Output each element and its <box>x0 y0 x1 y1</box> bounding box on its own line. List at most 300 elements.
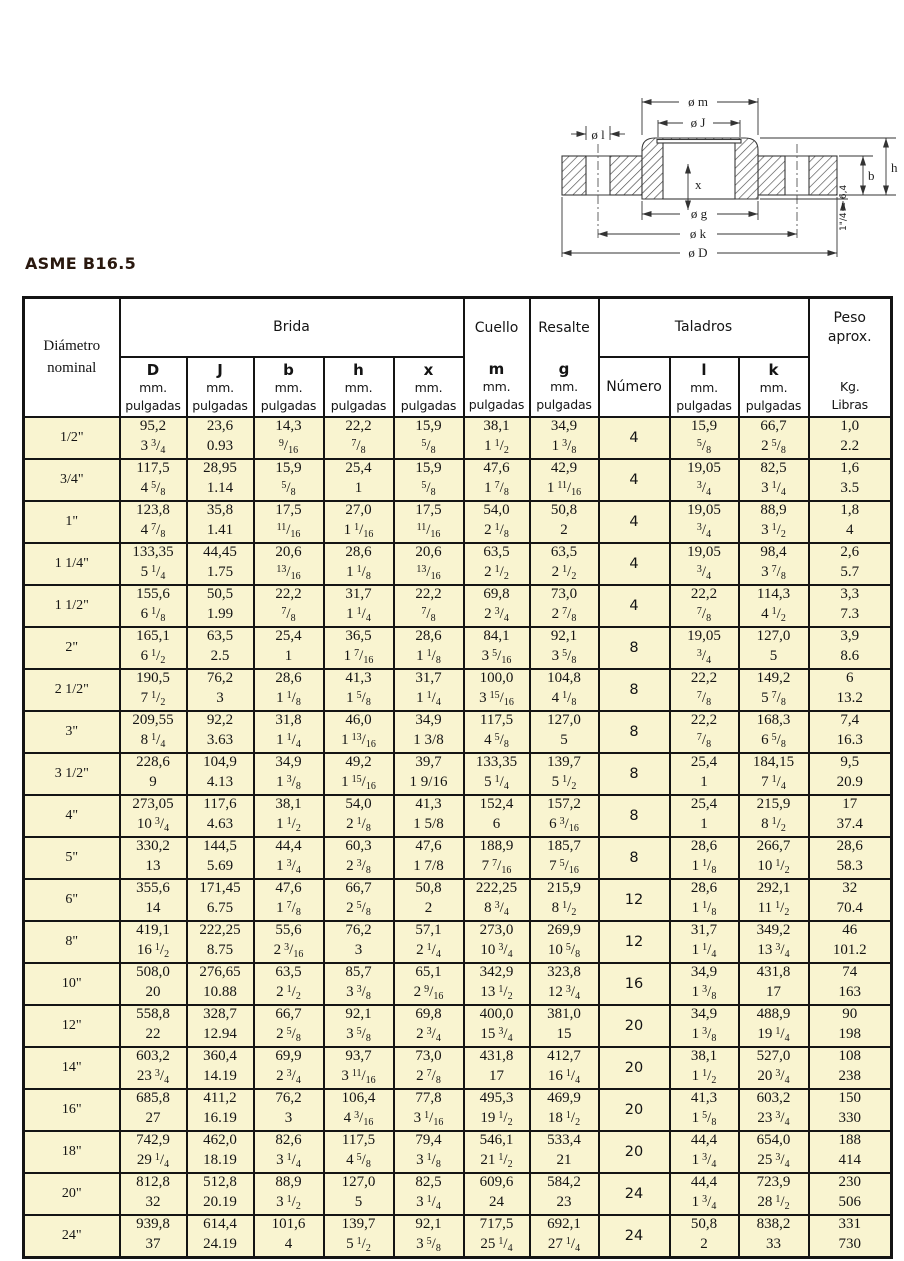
value-inches: 16 $^1/_2$ <box>136 941 170 960</box>
value-mm: 228,6 <box>136 753 170 770</box>
value-mm: 41,3 <box>690 1089 718 1106</box>
cell-D <box>120 711 187 753</box>
value-mm: 360,4 <box>203 1047 237 1064</box>
row-label: 16" <box>24 1089 120 1131</box>
cell-g <box>530 1005 599 1047</box>
header-group-taladros: Taladros <box>599 298 809 357</box>
header-group-resalte: Resalte g mm. pulgadas <box>530 298 599 417</box>
cell-numero: 4 <box>599 417 670 459</box>
value-mm: 150 <box>838 1089 861 1106</box>
cell-D <box>120 417 187 459</box>
value-inches: 4 <box>284 1235 293 1252</box>
cell-m <box>464 1047 530 1089</box>
value-inches: $^{13}/_{16}$ <box>416 563 441 582</box>
cell-b <box>254 711 324 753</box>
value-mm: 222,25 <box>199 921 241 938</box>
cell-D <box>120 501 187 543</box>
value-inches: $^7/_8$ <box>351 437 366 456</box>
value-inches: 33 <box>766 1235 781 1252</box>
cell-x <box>394 921 464 963</box>
value-mm: 106,4 <box>341 1089 376 1106</box>
value-mm: 108 <box>838 1047 861 1064</box>
value-mm: 22,2 <box>275 585 302 602</box>
cell-k <box>739 543 809 585</box>
cell-J <box>187 585 254 627</box>
value-inches: 20.19 <box>203 1193 237 1210</box>
table-row <box>24 585 892 627</box>
value-mm: 92,1 <box>550 627 578 644</box>
value-inches: 3 <box>354 941 363 958</box>
row-label: 3/4" <box>24 459 120 501</box>
value-mm: 22,2 <box>690 585 718 602</box>
header-col-J: J mm. pulgadas <box>187 357 254 417</box>
value-inches: 6.75 <box>206 899 234 916</box>
cell-k <box>739 585 809 627</box>
value-mm: 35,8 <box>206 501 234 518</box>
cell-h <box>324 459 394 501</box>
value-inches: 2 $^3/_8$ <box>346 857 371 876</box>
table-header <box>24 298 892 417</box>
value-mm: 603,2 <box>136 1047 170 1064</box>
value-mm: 88,9 <box>275 1173 302 1190</box>
cell-J <box>187 963 254 1005</box>
value-mm: 104,9 <box>203 753 237 770</box>
value-mm: 939,8 <box>136 1215 170 1232</box>
value-inches: 32 <box>145 1193 161 1210</box>
value-inches: 1 $^3/_8$ <box>691 983 717 1002</box>
cell-g <box>530 1047 599 1089</box>
cell-m <box>464 921 530 963</box>
value-inches: 3 $^1/_4$ <box>761 479 786 498</box>
value-mm: 222,25 <box>475 879 518 896</box>
dim-label-od: ø D <box>688 245 708 260</box>
value-inches: $^{13}/_{16}$ <box>276 563 301 582</box>
cell-J <box>187 417 254 459</box>
value-mm: 15,9 <box>690 417 718 434</box>
value-inches: 23 $^3/_4$ <box>136 1067 170 1086</box>
table-row <box>24 1005 892 1047</box>
value-inches: $^3/_4$ <box>696 563 712 582</box>
value-inches: 4 $^5/_8$ <box>346 1151 371 1170</box>
value-mm: 38,1 <box>690 1047 718 1064</box>
cell-l <box>670 1005 739 1047</box>
value-inches: 5.7 <box>840 563 860 580</box>
value-mm: 462,0 <box>203 1131 237 1148</box>
cell-g <box>530 879 599 921</box>
table-row <box>24 543 892 585</box>
value-mm: 17,5 <box>275 501 302 518</box>
cell-D <box>120 669 187 711</box>
value-mm: 28,6 <box>345 543 372 560</box>
value-inches: 25 $^3/_4$ <box>757 1151 790 1170</box>
cell-x <box>394 669 464 711</box>
value-mm: 44,45 <box>203 543 237 560</box>
value-mm: 25,4 <box>275 627 302 644</box>
value-mm: 63,5 <box>206 627 234 644</box>
value-mm: 82,6 <box>275 1131 302 1148</box>
cell-J <box>187 1047 254 1089</box>
value-mm: 117,5 <box>341 1131 376 1148</box>
value-inches: 1 $^{13}/_{16}$ <box>341 731 376 750</box>
value-mm: 34,9 <box>550 417 578 434</box>
table-row <box>24 669 892 711</box>
value-inches: 5 $^7/_8$ <box>761 689 786 708</box>
cell-J <box>187 1089 254 1131</box>
cell-b <box>254 837 324 879</box>
value-mm: 92,1 <box>415 1215 442 1232</box>
cell-l <box>670 837 739 879</box>
value-mm: 73,0 <box>415 1047 442 1064</box>
value-mm: 273,05 <box>132 795 174 812</box>
cell-h <box>324 795 394 837</box>
value-mm: 25,4 <box>690 795 718 812</box>
value-inches: 5 $^1/_4$ <box>484 773 509 792</box>
flange-diagram <box>545 78 904 274</box>
header-col-h: h mm. pulgadas <box>324 357 394 417</box>
table-row <box>24 837 892 879</box>
cell-numero: 20 <box>599 1005 670 1047</box>
value-inches: 1 $^3/_4$ <box>691 1193 717 1212</box>
cell-l <box>670 711 739 753</box>
row-label: 10" <box>24 963 120 1005</box>
cell-g <box>530 669 599 711</box>
value-inches: 3 $^1/_{16}$ <box>413 1109 444 1128</box>
header-col-b: b mm. pulgadas <box>254 357 324 417</box>
value-mm: 23,6 <box>206 417 234 434</box>
value-mm: 117,6 <box>203 795 237 812</box>
value-mm: 215,9 <box>756 795 791 812</box>
cell-numero: 24 <box>599 1215 670 1258</box>
value-mm: 25,4 <box>690 753 718 770</box>
value-mm: 69,8 <box>415 1005 442 1022</box>
value-mm: 54,0 <box>345 795 372 812</box>
cell-k <box>739 1215 809 1258</box>
cell-x <box>394 459 464 501</box>
value-inches: 1 $^1/_{16}$ <box>343 521 374 540</box>
cell-g <box>530 921 599 963</box>
value-mm: 168,3 <box>756 711 791 728</box>
value-mm: 66,7 <box>345 879 372 896</box>
value-mm: 50,8 <box>690 1215 718 1232</box>
cell-numero: 12 <box>599 921 670 963</box>
value-inches: 13 <box>145 857 161 874</box>
flange-dimensions-table <box>22 296 893 1259</box>
value-inches: 3 $^5/_8$ <box>346 1025 371 1044</box>
value-mm: 104,8 <box>547 669 581 686</box>
value-inches: 14 <box>145 899 161 916</box>
cell-g <box>530 501 599 543</box>
value-mm: 57,1 <box>415 921 442 938</box>
value-mm: 31,7 <box>415 669 442 686</box>
table-row <box>24 795 892 837</box>
value-inches: 6 $^1/_8$ <box>140 605 166 624</box>
value-mm: 527,0 <box>756 1047 791 1064</box>
value-mm: 165,1 <box>136 627 170 644</box>
cell-g <box>530 1131 599 1173</box>
value-mm: 3,3 <box>840 585 860 602</box>
value-inches: 1 $^1/_8$ <box>691 857 717 876</box>
cell-J <box>187 753 254 795</box>
value-inches: 7 $^1/_2$ <box>140 689 166 708</box>
value-mm: 190,5 <box>136 669 170 686</box>
cell-m <box>464 417 530 459</box>
row-label: 20" <box>24 1173 120 1215</box>
value-mm: 7,4 <box>840 711 860 728</box>
value-inches: 10 $^3/_4$ <box>136 815 170 834</box>
cell-numero: 8 <box>599 669 670 711</box>
value-mm: 152,4 <box>479 795 514 812</box>
value-inches: 1 <box>284 647 293 664</box>
value-inches: 1 5/8 <box>413 815 444 832</box>
dim-label-oj: ø J <box>690 115 706 130</box>
value-inches: 4 <box>846 521 854 538</box>
cell-b <box>254 1215 324 1258</box>
cell-D <box>120 963 187 1005</box>
cell-x <box>394 795 464 837</box>
row-label: 1/2" <box>24 417 120 459</box>
table-row <box>24 879 892 921</box>
cell-numero: 4 <box>599 501 670 543</box>
cell-g <box>530 711 599 753</box>
cell-h <box>324 837 394 879</box>
value-mm: 31,8 <box>275 711 302 728</box>
cell-l <box>670 1215 739 1258</box>
cell-x <box>394 627 464 669</box>
cell-m <box>464 627 530 669</box>
dim-label-ok: ø k <box>689 226 707 241</box>
cell-b <box>254 921 324 963</box>
table-row <box>24 711 892 753</box>
value-mm: 508,0 <box>136 963 170 980</box>
cell-g <box>530 795 599 837</box>
value-inches: 3.63 <box>206 731 234 748</box>
cell-J <box>187 627 254 669</box>
cell-m <box>464 543 530 585</box>
value-mm: 273,0 <box>479 921 514 938</box>
cell-h <box>324 627 394 669</box>
value-inches: 1 $^5/_8$ <box>691 1109 717 1128</box>
value-inches: 5 <box>354 1193 363 1210</box>
value-mm: 34,9 <box>275 753 302 770</box>
value-mm: 50,5 <box>206 585 234 602</box>
cell-h <box>324 417 394 459</box>
cell-D <box>120 1131 187 1173</box>
value-mm: 171,45 <box>199 879 241 896</box>
cell-p <box>809 417 892 459</box>
value-mm: 614,4 <box>203 1215 237 1232</box>
value-inches: 58.3 <box>836 857 863 874</box>
cell-h <box>324 711 394 753</box>
value-inches: 1 $^3/_4$ <box>691 1151 717 1170</box>
value-inches: 3 $^5/_8$ <box>551 647 577 666</box>
cell-g <box>530 543 599 585</box>
cell-J <box>187 711 254 753</box>
value-inches: $^3/_4$ <box>696 479 712 498</box>
row-label: 14" <box>24 1047 120 1089</box>
value-inches: 24.19 <box>203 1235 237 1252</box>
value-inches: 3.5 <box>840 479 860 496</box>
row-label: 6" <box>24 879 120 921</box>
cell-m <box>464 585 530 627</box>
value-mm: 323,8 <box>547 963 581 980</box>
value-mm: 342,9 <box>479 963 514 980</box>
value-inches: 3 $^5/_{16}$ <box>481 647 512 666</box>
value-inches: 16 $^1/_4$ <box>547 1067 581 1086</box>
cell-l <box>670 669 739 711</box>
value-inches: $^7/_8$ <box>421 605 436 624</box>
value-inches: 7 $^5/_{16}$ <box>549 857 579 876</box>
value-mm: 209,55 <box>132 711 174 728</box>
value-mm: 133,35 <box>132 543 174 560</box>
cell-x <box>394 879 464 921</box>
value-inches: $^{11}/_{16}$ <box>276 521 301 540</box>
cell-p <box>809 921 892 963</box>
cell-l <box>670 585 739 627</box>
value-mm: 39,7 <box>415 753 442 770</box>
value-mm: 44,4 <box>275 837 302 854</box>
row-label: 8" <box>24 921 120 963</box>
cell-J <box>187 921 254 963</box>
cell-k <box>739 1005 809 1047</box>
value-inches: 1 9/16 <box>409 773 448 790</box>
value-mm: 28,95 <box>203 459 237 476</box>
row-label: 1" <box>24 501 120 543</box>
cell-k <box>739 417 809 459</box>
cell-h <box>324 1131 394 1173</box>
value-mm: 65,1 <box>415 963 442 980</box>
value-mm: 14,3 <box>275 417 302 434</box>
table-body <box>24 417 892 1258</box>
cell-b <box>254 1047 324 1089</box>
cell-b <box>254 1173 324 1215</box>
cell-D <box>120 543 187 585</box>
value-mm: 188,9 <box>479 837 514 854</box>
cell-k <box>739 711 809 753</box>
cell-m <box>464 1005 530 1047</box>
value-mm: 44,4 <box>690 1131 718 1148</box>
value-mm: 149,2 <box>756 669 791 686</box>
value-inches: 8.75 <box>206 941 234 958</box>
value-inches: 20 <box>145 983 161 1000</box>
value-mm: 50,8 <box>550 501 578 518</box>
value-inches: 1 $^7/_{16}$ <box>343 647 374 666</box>
cell-g <box>530 1215 599 1258</box>
value-inches: 2 $^9/_{16}$ <box>413 983 444 1002</box>
cell-J <box>187 1215 254 1258</box>
value-inches: 70.4 <box>836 899 863 916</box>
header-col-k: k mm. pulgadas <box>739 357 809 417</box>
value-inches: 163 <box>838 983 861 1000</box>
value-mm: 20,6 <box>415 543 442 560</box>
value-inches: 1 $^5/_8$ <box>346 689 371 708</box>
cell-numero: 8 <box>599 753 670 795</box>
value-inches: 8 $^1/_2$ <box>551 899 577 918</box>
cell-b <box>254 1005 324 1047</box>
value-mm: 69,9 <box>275 1047 302 1064</box>
value-mm: 50,8 <box>415 879 442 896</box>
value-inches: 4 $^5/_8$ <box>140 479 166 498</box>
value-mm: 127,0 <box>341 1173 376 1190</box>
value-inches: $^3/_4$ <box>696 521 712 540</box>
cell-k <box>739 669 809 711</box>
value-inches: 2 $^5/_8$ <box>276 1025 301 1044</box>
cell-m <box>464 963 530 1005</box>
value-mm: 25,4 <box>345 459 372 476</box>
cell-m <box>464 1215 530 1258</box>
cell-x <box>394 417 464 459</box>
value-mm: 32 <box>842 879 858 896</box>
value-mm: 47,6 <box>415 837 442 854</box>
value-mm: 19,05 <box>687 543 721 560</box>
value-mm: 36,5 <box>345 627 372 644</box>
value-inches: 3 $^3/_8$ <box>346 983 371 1002</box>
cell-h <box>324 963 394 1005</box>
cell-D <box>120 795 187 837</box>
cell-numero: 20 <box>599 1089 670 1131</box>
row-label: 2" <box>24 627 120 669</box>
value-mm: 1,6 <box>840 459 860 476</box>
cell-J <box>187 1173 254 1215</box>
value-mm: 22,2 <box>690 669 718 686</box>
value-inches: 7 $^1/_4$ <box>761 773 786 792</box>
value-mm: 82,5 <box>415 1173 442 1190</box>
value-mm: 838,2 <box>756 1215 791 1232</box>
value-inches: 2 $^5/_8$ <box>761 437 786 456</box>
value-mm: 292,1 <box>756 879 791 896</box>
value-inches: 2.2 <box>840 437 860 454</box>
row-label: 12" <box>24 1005 120 1047</box>
cell-l <box>670 1173 739 1215</box>
cell-J <box>187 837 254 879</box>
cell-l <box>670 921 739 963</box>
value-mm: 2,6 <box>840 543 860 560</box>
cell-h <box>324 501 394 543</box>
value-mm: 76,2 <box>275 1089 302 1106</box>
value-mm: 495,3 <box>479 1089 514 1106</box>
value-inches: 101.2 <box>832 941 867 958</box>
value-inches: 21 <box>556 1151 572 1168</box>
cell-numero: 12 <box>599 879 670 921</box>
value-mm: 185,7 <box>547 837 581 854</box>
value-inches: 23 <box>556 1193 572 1210</box>
value-inches: 2 $^7/_8$ <box>551 605 577 624</box>
cell-numero: 8 <box>599 795 670 837</box>
table-row <box>24 417 892 459</box>
value-mm: 66,7 <box>760 417 787 434</box>
value-mm: 22,2 <box>345 417 372 434</box>
value-inches: 18 $^1/_2$ <box>547 1109 581 1128</box>
value-inches: 37.4 <box>836 815 863 832</box>
cell-x <box>394 1089 464 1131</box>
cell-k <box>739 1047 809 1089</box>
value-inches: 17 <box>489 1067 504 1084</box>
value-inches: 2 $^5/_8$ <box>346 899 371 918</box>
cell-b <box>254 795 324 837</box>
value-mm: 654,0 <box>756 1131 791 1148</box>
value-inches: $^3/_4$ <box>696 647 712 666</box>
value-mm: 101,6 <box>271 1215 306 1232</box>
cell-D <box>120 879 187 921</box>
cell-l <box>670 1131 739 1173</box>
value-mm: 63,5 <box>483 543 510 560</box>
value-mm: 685,8 <box>136 1089 170 1106</box>
value-inches: 4 $^7/_8$ <box>140 521 166 540</box>
value-inches: 5 $^1/_2$ <box>551 773 577 792</box>
header-col-l: l mm. pulgadas <box>670 357 739 417</box>
value-inches: 4.13 <box>206 773 234 790</box>
cell-b <box>254 417 324 459</box>
value-inches: $^5/_8$ <box>421 479 436 498</box>
